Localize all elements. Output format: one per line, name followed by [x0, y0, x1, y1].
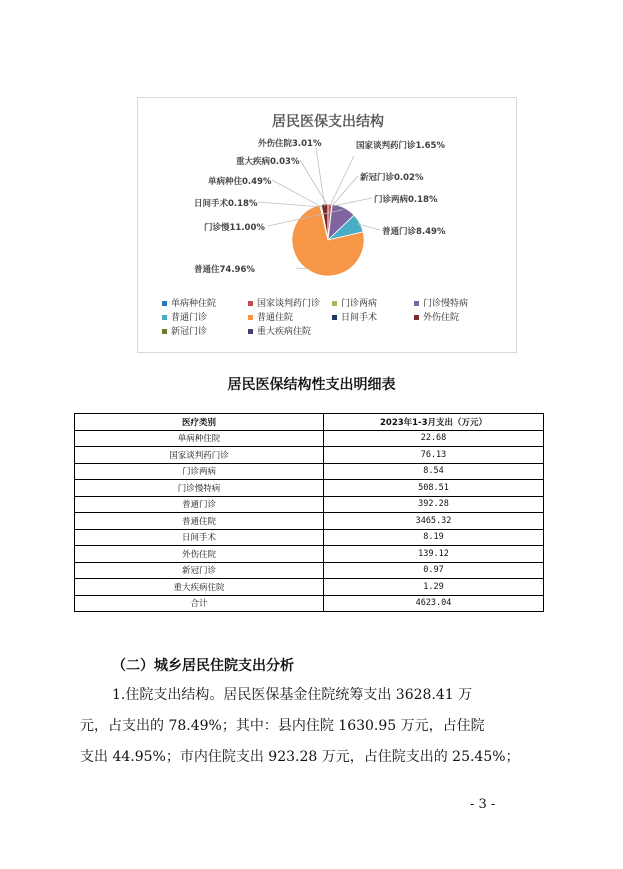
table-row — [75, 562, 544, 579]
table-row — [75, 529, 544, 546]
data-label: 普通住74.96% — [194, 265, 255, 275]
data-label: 普通门诊8.49% — [382, 227, 446, 237]
table-row — [75, 463, 544, 480]
data-label: 新冠门诊0.02% — [360, 173, 424, 183]
data-label: 外伤住院3.01% — [258, 139, 322, 149]
legend-label: 外伤住院 — [423, 313, 460, 323]
legend-item — [332, 296, 377, 309]
legend-swatch — [248, 315, 253, 320]
cell-category: 门诊慢特病 — [75, 480, 324, 497]
leader-line — [330, 156, 354, 206]
legend-swatch — [162, 315, 167, 320]
legend-item — [248, 296, 320, 309]
table-row — [75, 513, 544, 530]
header-amount: 2023年1-3月支出（万元） — [324, 414, 544, 431]
legend-swatch — [248, 301, 253, 306]
cell-category: 重大疾病住院 — [75, 579, 324, 596]
data-label: 重大疾病0.03% — [236, 157, 300, 167]
legend-swatch — [414, 301, 419, 306]
data-label: 日间手术0.18% — [194, 199, 258, 209]
table-row — [75, 480, 544, 497]
cell-amount: 8.19 — [324, 529, 544, 546]
table-row — [75, 496, 544, 513]
expense-table — [74, 413, 544, 612]
legend-item — [248, 324, 311, 337]
legend-item — [414, 296, 468, 309]
legend-swatch — [332, 301, 337, 306]
legend-item — [414, 310, 459, 323]
cell-category: 日间手术 — [75, 529, 324, 546]
legend-label: 单病种住院 — [171, 299, 217, 309]
table-row — [75, 447, 544, 464]
paragraph-line: 1.住院支出结构。居民医保基金住院统筹支出 3628.41 万 — [112, 687, 473, 703]
leader-line — [300, 160, 328, 206]
legend-item — [162, 324, 207, 337]
legend-label: 门诊慢特病 — [423, 299, 469, 309]
legend-label: 重大疾病住院 — [257, 327, 312, 337]
cell-category: 门诊两病 — [75, 463, 324, 480]
leader-line — [316, 148, 325, 206]
legend-label: 日间手术 — [341, 313, 378, 323]
table-header-row — [75, 414, 544, 431]
table-row — [75, 430, 544, 447]
header-category: 医疗类别 — [75, 414, 324, 431]
data-label: 国家谈判药门诊1.65% — [356, 141, 445, 151]
cell-amount: 139.12 — [324, 546, 544, 563]
legend-label: 新冠门诊 — [171, 327, 208, 337]
cell-amount: 4623.04 — [324, 595, 544, 612]
cell-category: 外伤住院 — [75, 546, 324, 563]
legend-swatch — [162, 301, 167, 306]
cell-amount: 508.51 — [324, 480, 544, 497]
leader-line — [272, 180, 321, 207]
cell-category: 普通门诊 — [75, 496, 324, 513]
legend-item — [162, 296, 216, 309]
paragraph-line: 支出 44.95%；市内住院支出 923.28 万元，占住院支出的 25.45%； — [80, 749, 520, 765]
pie-chart — [137, 97, 517, 353]
cell-category: 单病种住院 — [75, 430, 324, 447]
legend-item — [332, 310, 377, 323]
legend-swatch — [332, 315, 337, 320]
page-number: - 3 - — [470, 797, 496, 812]
leader-line — [258, 202, 320, 207]
legend-label: 门诊两病 — [341, 299, 378, 309]
cell-amount: 22.68 — [324, 430, 544, 447]
table-title: 居民医保结构性支出明细表 — [227, 377, 396, 393]
legend-label: 普通住院 — [257, 313, 294, 323]
legend-label: 国家谈判药门诊 — [257, 299, 321, 309]
cell-amount: 1.29 — [324, 579, 544, 596]
cell-amount: 8.54 — [324, 463, 544, 480]
section-heading: （二）城乡居民住院支出分析 — [112, 658, 294, 674]
data-label: 单病种住0.49% — [208, 177, 272, 187]
data-label: 门诊两病0.18% — [374, 195, 438, 205]
cell-amount: 392.28 — [324, 496, 544, 513]
data-label: 门诊慢11.00% — [204, 223, 265, 233]
cell-category: 国家谈判药门诊 — [75, 447, 324, 464]
legend-label: 普通门诊 — [171, 313, 208, 323]
chart-title: 居民医保支出结构 — [272, 114, 384, 130]
cell-amount: 0.97 — [324, 562, 544, 579]
legend-swatch — [414, 315, 419, 320]
cell-category: 新冠门诊 — [75, 562, 324, 579]
paragraph-line: 元，占支出的 78.49%；其中：县内住院 1630.95 万元，占住院 — [80, 718, 485, 734]
legend-swatch — [162, 329, 167, 334]
legend-item — [248, 310, 293, 323]
legend-swatch — [248, 329, 253, 334]
cell-amount: 76.13 — [324, 447, 544, 464]
cell-category: 普通住院 — [75, 513, 324, 530]
table-row — [75, 595, 544, 612]
table-row — [75, 579, 544, 596]
legend-item — [162, 310, 207, 323]
cell-amount: 3465.32 — [324, 513, 544, 530]
table-row — [75, 546, 544, 563]
cell-category: 合计 — [75, 595, 324, 612]
